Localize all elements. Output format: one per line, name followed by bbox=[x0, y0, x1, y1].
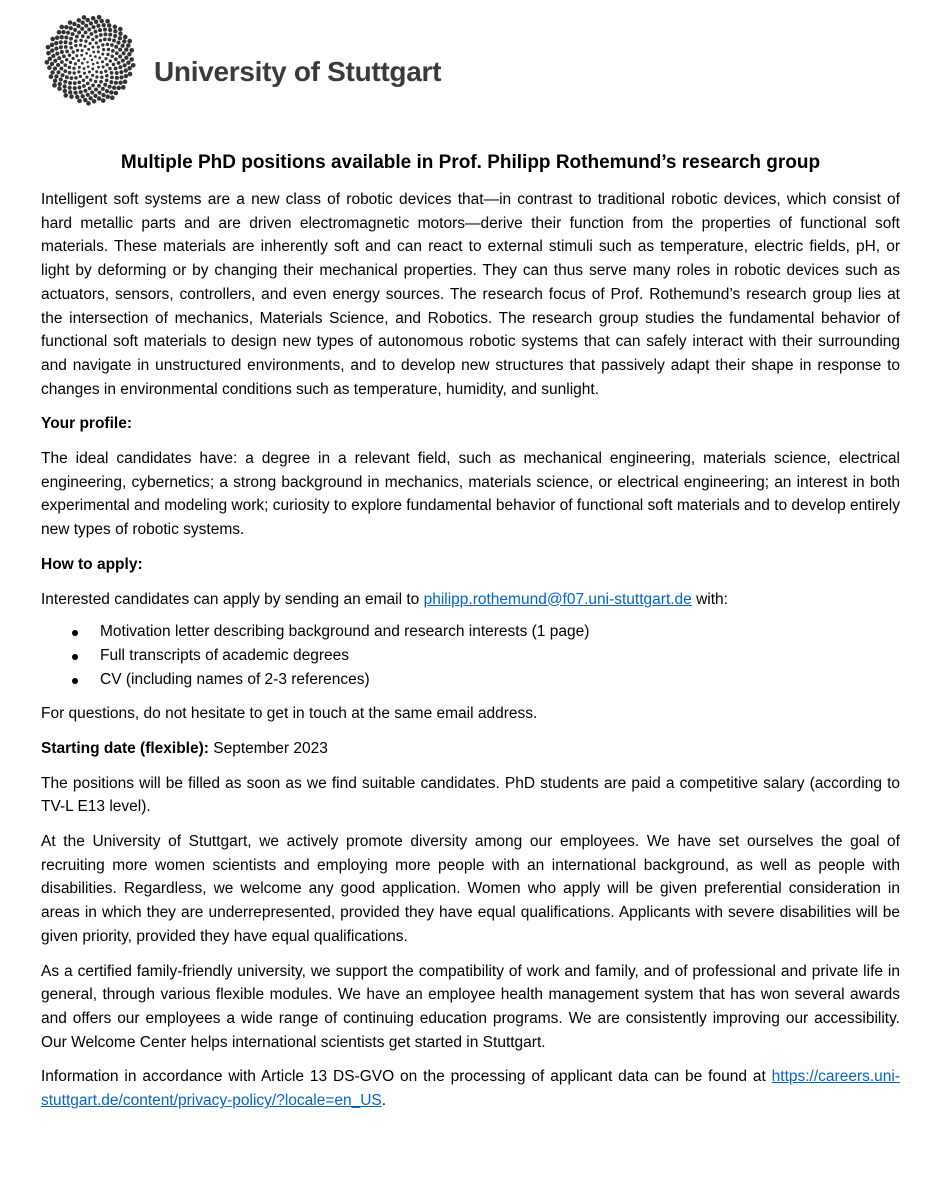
list-item: Motivation letter describing background and research interests (1 page) bbox=[41, 620, 900, 644]
start-date-value: September 2023 bbox=[208, 739, 328, 757]
start-date-label: Starting date (flexible): bbox=[41, 739, 209, 757]
privacy-end: . bbox=[381, 1092, 387, 1110]
profile-heading: Your profile: bbox=[41, 415, 132, 433]
list-item: Full transcripts of academic degrees bbox=[41, 644, 900, 668]
bullet-icon bbox=[72, 654, 78, 660]
list-item: CV (including names of 2-3 references) bbox=[41, 668, 900, 692]
job-posting bbox=[41, 150, 900, 1124]
apply-paragraph bbox=[41, 588, 900, 612]
page-title: Multiple PhD positions available in Prof. Philipp Rothemund’s research group bbox=[120, 152, 821, 173]
apply-text-end: with: bbox=[691, 590, 728, 608]
apply-heading: How to apply: bbox=[41, 555, 143, 573]
intro-paragraph: Intelligent soft systems are a new class of robotic devices that—in contrast to traditional robotic devices, which consist of hard metallic parts and are driven electromagnetic motors—derive their function from the properties of functional soft materials. These materials are inherently soft and can react to external stimuli such as temperature, electric fields, pH, or light by deforming or by changing their mechanical properties. They can thus serve many roles in robotic devices such as actuators, sensors, controllers, and even energy sources. The research focus of Prof. Rothemund’s research group lies at the intersection of mechanics, Materials Science, and Robotics. The research group studies the fundamental behavior of functional soft materials to design new types of autonomous robotic systems that can safely interact with their surrounding and navigate in unstructured environments, and to develop new structures that passively adapt their shape in response to changes in environmental conditions such as temperature, humidity, and sunlight. bbox=[41, 191, 900, 398]
bullet-icon bbox=[72, 630, 78, 636]
privacy-policy-link[interactable]: https://careers.uni-stuttgart.de/content/privacy-policy/?locale=en_US bbox=[41, 1068, 900, 1110]
positions-paragraph: The positions will be filled as soon as we find suitable candidates. PhD students are paid a competitive salary (according to TV-L E13 level). bbox=[41, 774, 900, 816]
questions-paragraph: For questions, do not hesitate to get in touch at the same email address. bbox=[41, 705, 538, 723]
university-name: University of Stuttgart bbox=[154, 56, 442, 87]
diversity-paragraph: At the University of Stuttgart, we actively promote diversity among our employees. We have set ourselves the goal of recruiting more women scientists and employing more people with an international background, as well as people with disabilities. Regardless, we welcome any good application. Women who apply will be given preferential consideration in areas in which they are underrepresented, provided they have equal qualifications. Applicants with severe disabilities will be given priority, provided they have equal qualifications. bbox=[41, 833, 900, 945]
apply-text: Interested candidates can apply by sending an email to bbox=[41, 590, 424, 608]
university-logo-icon bbox=[44, 14, 136, 106]
requirements-list bbox=[41, 620, 900, 692]
bullet-icon bbox=[72, 678, 78, 684]
family-paragraph: As a certified family-friendly university, we support the compatibility of work and family, and of professional and private life in general, through various flexible modules. We have an employee health management system that has won several awards and offers our employees a wide range of continuing education programs. We are consistently improving our accessibility. Our Welcome Center helps international scientists get started in Stuttgart. bbox=[41, 962, 900, 1051]
start-date-paragraph bbox=[41, 737, 900, 761]
privacy-text: Information in accordance with Article 13 DS-GVO on the processing of applicant data can be found at bbox=[41, 1068, 772, 1086]
privacy-paragraph bbox=[41, 1065, 900, 1112]
email-link[interactable]: philipp.rothemund@f07.uni-stuttgart.de bbox=[423, 590, 692, 608]
university-header bbox=[44, 14, 744, 114]
profile-paragraph: The ideal candidates have: a degree in a relevant field, such as mechanical engineering, materials science, electrical engineering, cybernetics; a strong background in mechanics, materials science, or electrical engineering; an interest in both experimental and modeling work; curiosity to explore fundamental behavior of functional soft materials and to develop entirely new types of robotic systems. bbox=[41, 450, 901, 539]
